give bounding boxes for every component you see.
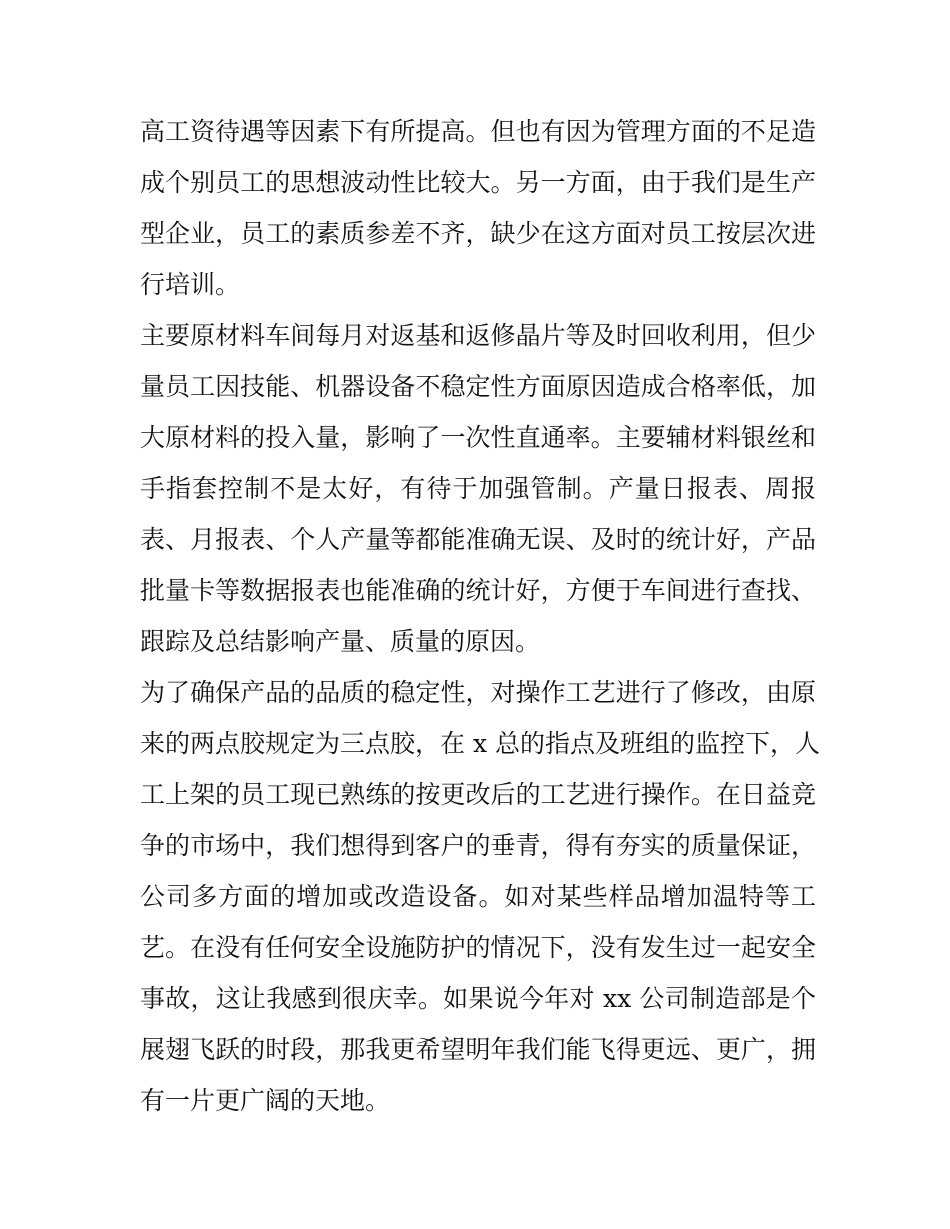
text-line: 艺。在没有任何安全设施防护的情况下，没有发生过一起安全 <box>140 933 816 962</box>
text-line: 表、月报表、个人产量等都能准确无误、及时的统计好，产品 <box>140 525 816 554</box>
text-line: 高工资待遇等因素下有所提高。但也有因为管理方面的不足造 <box>140 117 816 146</box>
document-body <box>140 106 820 1126</box>
text-line: 为了确保产品的品质的稳定性，对操作工艺进行了修改，由原 <box>140 678 816 707</box>
text-line: 跟踪及总结影响产量、质量的原因。 <box>140 627 541 656</box>
text-line: 大原材料的投入量，影响了一次性直通率。主要辅材料银丝和 <box>140 423 816 452</box>
text-line: 工上架的员工现已熟练的按更改后的工艺进行操作。在日益竞 <box>140 780 816 809</box>
text-line: 主要原材料车间每月对返基和返修晶片等及时回收利用，但少 <box>140 321 816 350</box>
text-line: 成个别员工的思想波动性比较大。另一方面，由于我们是生产 <box>140 168 816 197</box>
text-line: 行培训。 <box>140 270 241 299</box>
text-line: 量员工因技能、机器设备不稳定性方面原因造成合格率低，加 <box>140 372 816 401</box>
text-line: 展翅飞跃的时段，那我更希望明年我们能飞得更远、更广，拥 <box>140 1035 816 1064</box>
text-line: 手指套控制不是太好，有待于加强管制。产量日报表、周报 <box>140 474 816 503</box>
text-line: 有一片更广阔的天地。 <box>140 1086 391 1115</box>
text-line: 来的两点胶规定为三点胶，在 x 总的指点及班组的监控下，人 <box>140 729 820 758</box>
text-line: 型企业，员工的素质参差不齐，缺少在这方面对员工按层次进 <box>140 219 816 248</box>
paragraph-2 <box>140 310 816 667</box>
text-line: 公司多方面的增加或改造设备。如对某些样品增加温特等工 <box>140 882 816 911</box>
text-line: 争的市场中，我们想得到客户的垂青，得有夯实的质量保证， <box>140 831 816 860</box>
paragraph-1 <box>140 106 816 310</box>
text-line: 批量卡等数据报表也能准确的统计好，方便于车间进行查找、 <box>140 576 816 605</box>
text-line: 事故，这让我感到很庆幸。如果说今年对 xx 公司制造部是个 <box>140 984 816 1013</box>
paragraph-3 <box>140 667 820 1126</box>
